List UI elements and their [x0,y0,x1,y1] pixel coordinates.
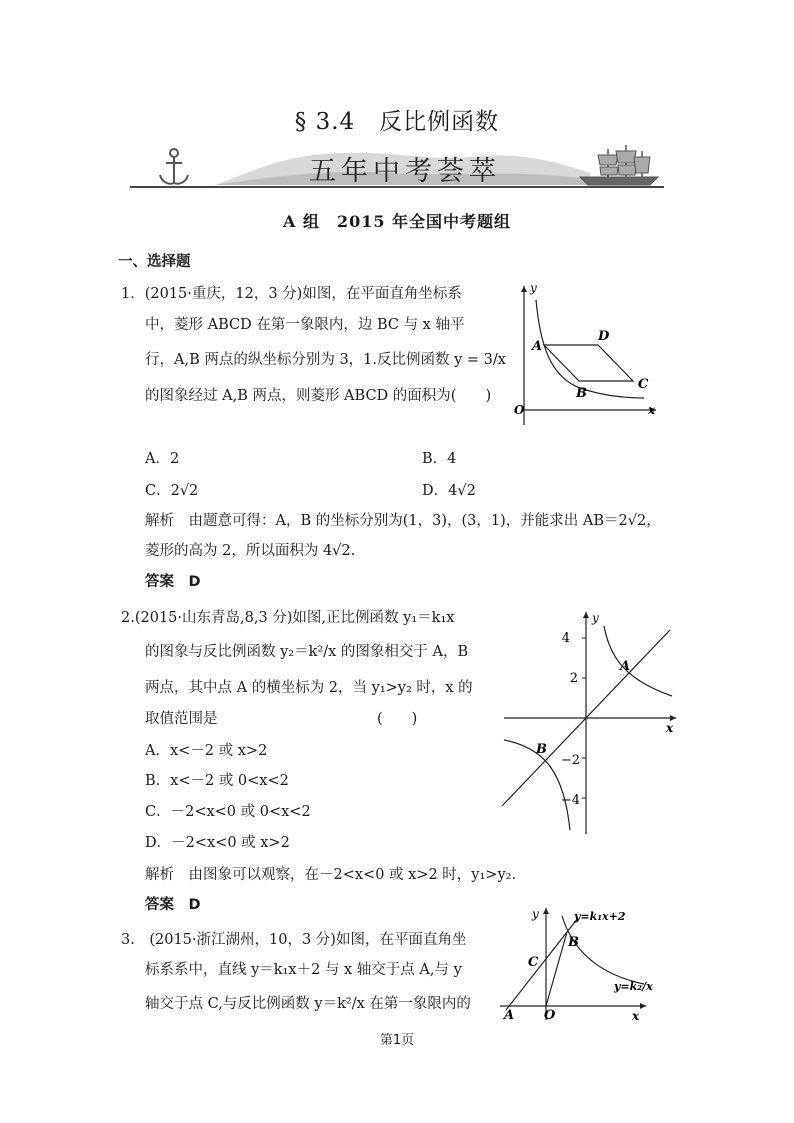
q2-option-B: B．x<－2 或 0<x<2 [145,773,289,789]
q3-fig-label-A: A [504,1008,515,1023]
page-title: § 3.4 反比例函数 [294,109,500,135]
q2-fig-tick-4: 4 [561,631,570,646]
q1-fig-label-A: A [532,339,543,354]
q1-fig-label-D: D [598,329,610,344]
q3-fig-label-C: C [528,955,539,970]
q1-explanation-2: 菱形的高为 2，所以面积为 4√2. [145,543,356,559]
q1-fig-label-C: C [638,377,649,392]
q2-fig-tick-2: 2 [569,671,578,686]
q2-line-2: 的图象与反比例函数 y₂＝k²/x 的图象相交于 A，B [145,644,469,660]
q2-fig-label-B: B [536,742,547,757]
q2-option-D: D．－2<x<0 或 x>2 [145,835,290,851]
banner-title: 五年中考荟萃 [309,156,501,187]
q2-line-1: 2.(2015·山东青岛,8,3 分)如图,正比例函数 y₁＝k₁x [121,610,455,626]
q1-fig-label-O: O [514,403,525,417]
q1-answer: 答案 D [145,574,201,590]
q1-line-4: 的图象经过 A,B 两点，则菱形 ABCD 的面积为( ) [145,388,492,404]
q2-fig-label-x: x [666,721,674,735]
q1-fig-label-x: x [648,403,656,417]
page-number: 第1页 [379,1033,415,1048]
q2-explanation: 解析 由图象可以观察，在－2<x<0 或 x>2 时，y₁>y₂. [145,867,517,883]
section-title: 一、选择题 [118,254,191,270]
q2-fig-tick-neg2: −2 [560,753,580,768]
q2-answer: 答案 D [145,897,201,913]
anchor-icon [160,149,188,184]
q1-line-1: 1．(2015·重庆，12，3 分)如图，在平面直角坐标系 [121,286,462,302]
group-title: A 组 2015 年全国中考题组 [282,212,512,231]
q3-fig-label-line: y=k₁x+2 [574,910,626,923]
q2-line-3: 两点，其中点 A 的横坐标为 2，当 y₁>y₂ 时，x 的 [145,680,473,696]
q1-line-3: 行，A,B 两点的纵坐标分别为 3，1.反比例函数 y = 3/x [145,352,506,368]
q3-fig-label-B: B [568,935,579,950]
q1-figure [506,280,666,430]
q2-fig-label-y: y [592,611,599,625]
q1-explanation-1: 解析 由题意可得：A，B 的坐标分别为(1，3)，(3，1)，并能求出 AB＝2√2， [145,513,661,529]
q3-fig-label-curve: y=k₂/x [614,980,653,993]
q2-fig-label-A: A [620,659,631,674]
q3-line-3: 轴交于点 C,与反比例函数 y＝k²/x 在第一象限内的 [145,996,471,1012]
q1-fig-label-y: y [530,281,537,295]
q1-line-2: 中，菱形 ABCD 在第一象限内，边 BC 与 x 轴平 [145,317,465,333]
q1-option-C: C．2√2 [145,483,199,499]
q3-line-2: 标系系中，直线 y＝k₁x＋2 与 x 轴交于点 A,与 y [145,962,462,978]
q3-fig-label-O: O [544,1008,556,1023]
q1-option-A: A．2 [145,451,180,467]
q2-line-4: 取值范围是 ( ) [145,711,418,727]
q2-option-C: C．－2<x<0 或 0<x<2 [145,804,311,820]
q2-figure [500,608,680,838]
q3-fig-label-y: y [532,907,539,921]
sailing-ship-icon [580,145,658,185]
q3-figure [496,902,676,1024]
q1-option-B: B．4 [422,451,457,467]
q2-option-A: A．x<－2 或 x>2 [145,743,268,759]
q1-fig-label-B: B [576,386,587,401]
q1-option-D: D．4√2 [422,483,476,499]
q2-fig-tick-neg4: −4 [560,793,580,808]
q3-line-1: 3. (2015·浙江湖州，10，3 分)如图，在平面直角坐 [121,932,467,948]
q3-fig-label-x: x [632,1009,640,1023]
